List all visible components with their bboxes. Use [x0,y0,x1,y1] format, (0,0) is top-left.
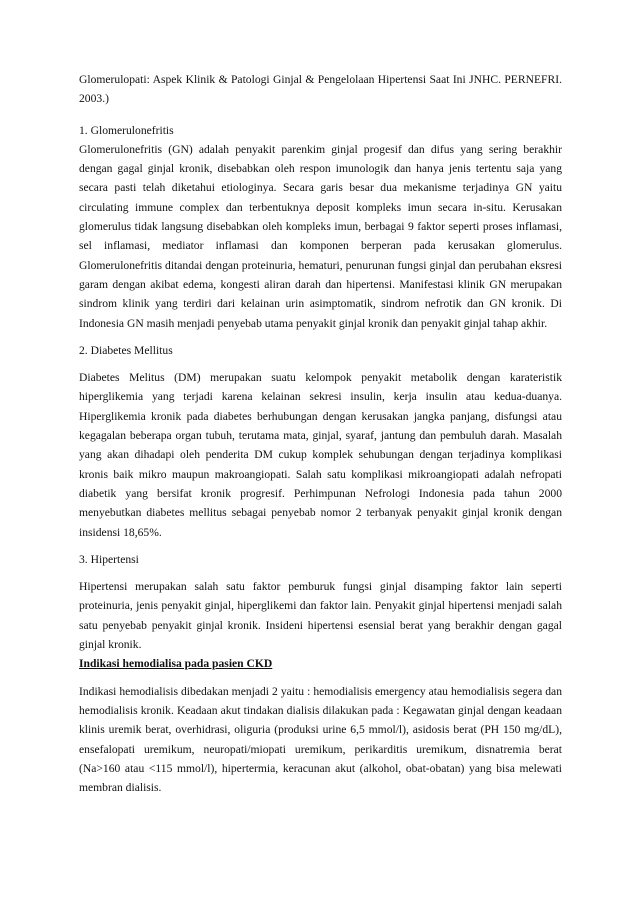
hemodialysis-body: Indikasi hemodialisis dibedakan menjadi 2 yaitu : hemodialisis emergency atau hemodialisis segera dan hemodialisis kronik. Keadaan akut tindakan dialisis dilakukan pada : Kegawatan ginjal dengan keadaan klinis uremik berat, overhidrasi, oliguria (produksi urine 6,5 mmol/l), asidosis berat (PH 150 mg/dL), ensefalopati uremikum, neuropati/miopati uremikum, perikarditis uremikum, disnatremia berat (Na>160 atau <115 mmol/l), hipertermia, keracunan akut (alkohol, obat-obatan) yang bisa melewati membran dialisis. [79,684,562,795]
document-page [79,70,562,797]
section-3-body: Hipertensi merupakan salah satu faktor pemburuk fungsi ginjal disamping faktor lain seperti proteinuria, jenis penyakit ginjal, hiperglikemi dan faktor lain. Penyakit ginjal hipertensi menjadi salah satu penyebab penyakit ginjal kronik. Insideni hipertensi esensial berat yang berakhir dengan gagal ginjal kronik. [79,580,562,652]
section-1-title: 1. Glomerulonefritis [79,123,174,137]
hemodialysis-heading: Indikasi hemodialisa pada pasien CKD [79,657,273,671]
section-2-body: Diabetes Melitus (DM) merupakan suatu kelompok penyakit metabolik dengan karateristik hiperglikemia yang terjadi karena kelainan sekresi insulin, kerja insulin atau kedua-duanya. Hiperglikemia kronik pada diabetes berhubungan dengan kerusakan jangka panjang, disfungsi atau kegagalan beberapa organ tubuh, terutama mata, ginjal, syaraf, jantung dan pembuluh darah. Masalah yang akan dihadapi oleh penderita DM cukup komplek sehubungan dengan terjadinya komplikasi kronis baik mikro maupun makroangiopati. Salah satu komplikasi mikroangiopati adalah nefropati diabetik yang bersifat kronik progresif. Perhimpunan Nefrologi Indonesia pada tahun 2000 menyebutkan diabetes mellitus sebagai penyebab nomor 2 terbanyak penyakit ginjal kronik dengan insidensi 18,65%. [79,371,562,539]
section-2-title: 2. Diabetes Mellitus [79,343,173,357]
intro-reference: Glomerulopati: Aspek Klinik & Patologi Ginjal & Pengelolaan Hipertensi Saat Ini JNHC. PERNEFRI. 2003.) [79,73,562,106]
section-1-body: Glomerulonefritis (GN) adalah penyakit parenkim ginjal progesif dan difus yang sering berakhir dengan gagal ginjal kronik, disebabkan oleh respon imunologik dan hanya jenis tertentu saja yang secara pasti telah diketahui etiologinya. Secara garis besar dua mekanisme terjadinya GN yaitu circulating immune complex dan terbentuknya deposit kompleks imun secara in-situ. Kerusakan glomerulus tidak langsung disebabkan oleh kompleks imun, berbagai 9 faktor seperti proses inflamasi, sel inflamasi, mediator inflamasi dan komponen berperan pada kerusakan glomerulus. Glomerulonefritis ditandai dengan proteinuria, hematuri, penurunan fungsi ginjal dan perubahan eksresi garam dengan akibat edema, kongesti aliran darah dan hipertensi. Manifestasi klinik GN merupakan sindrom klinik yang terdiri dari kelainan urin asimptomatik, sindrom nefrotik dan GN kronik. Di Indonesia GN masih menjadi penyebab utama penyakit ginjal kronik dan penyakit ginjal tahap akhir. [79,142,562,330]
section-3-title: 3. Hipertensi [79,552,139,566]
